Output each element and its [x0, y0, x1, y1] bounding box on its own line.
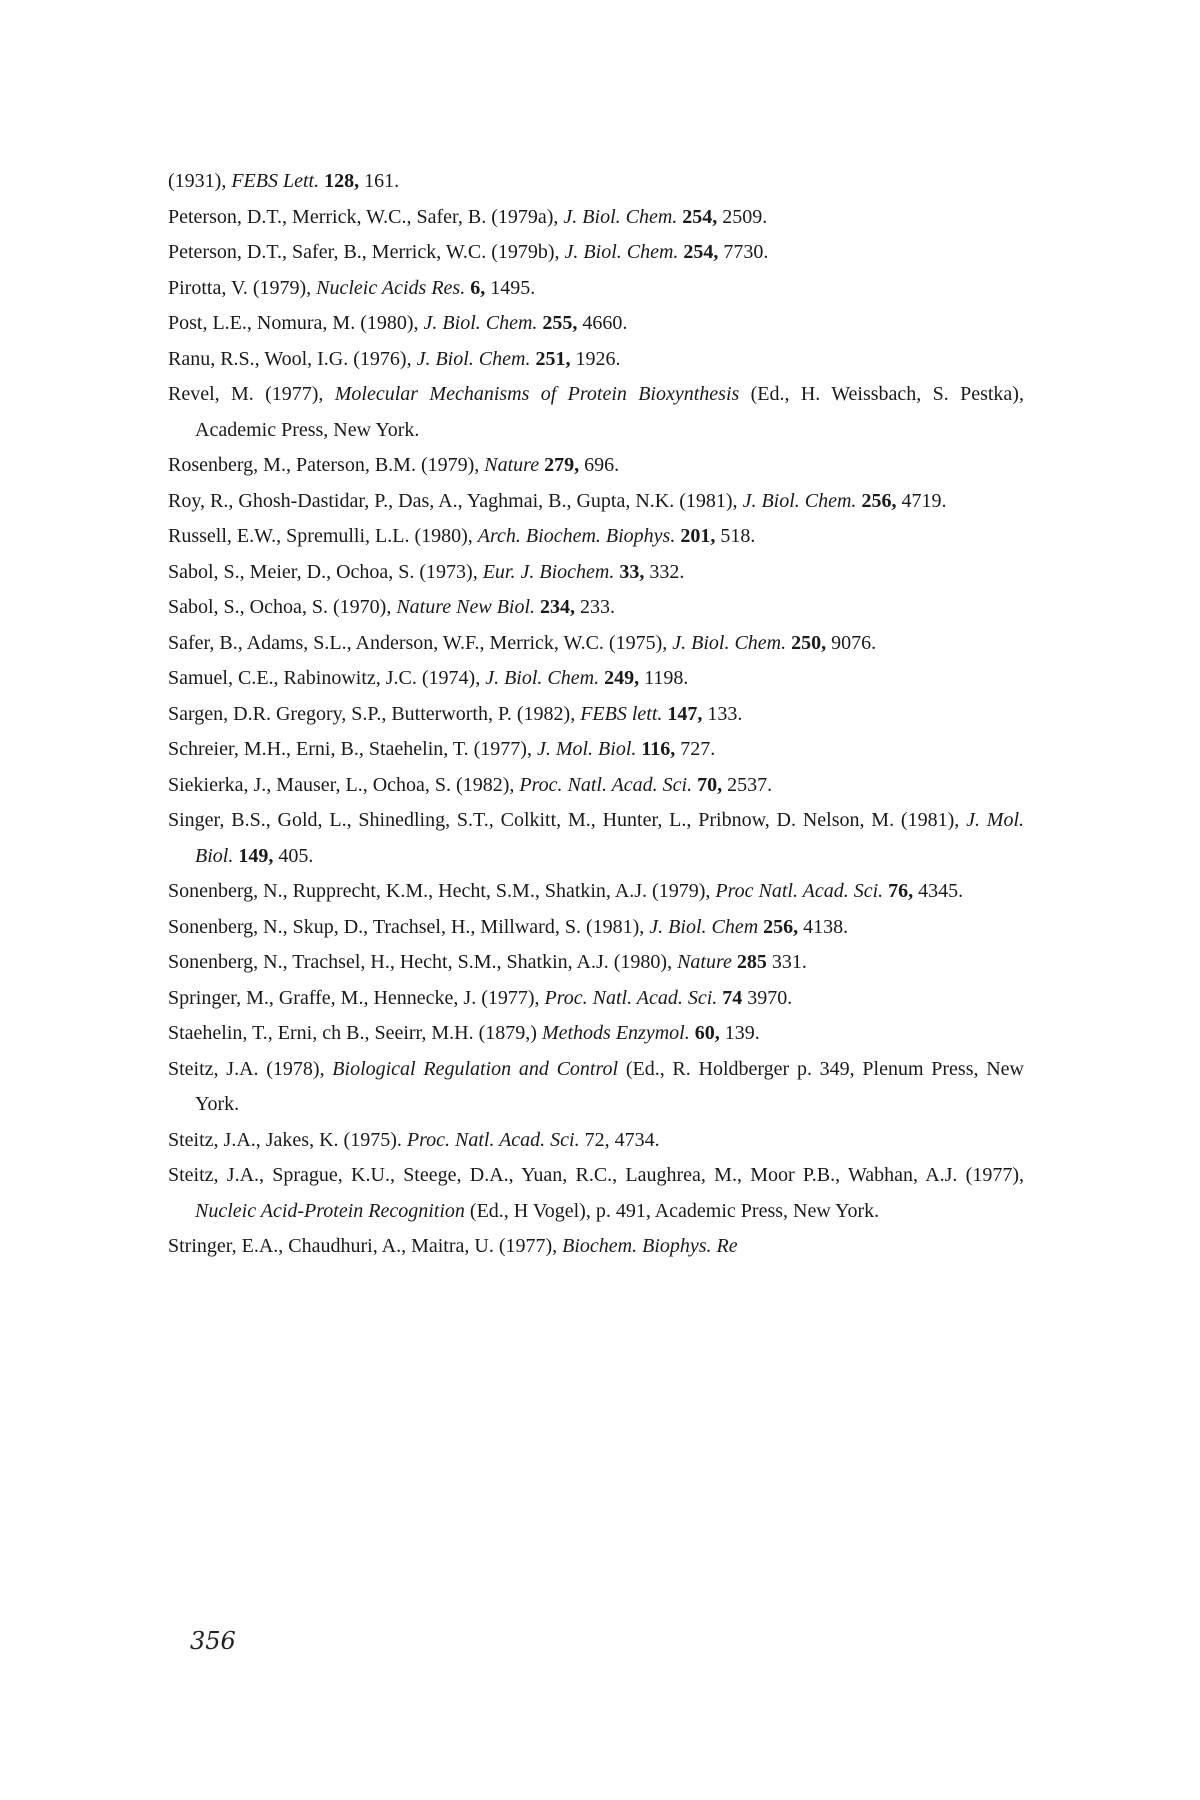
reference-title: Molecular Mechanisms of Protein Bioxynthesis — [334, 383, 740, 405]
reference-authors: Sonenberg, N., Rupprecht, K.M., Hecht, S.M., Shatkin, A.J. (1979), — [168, 880, 716, 902]
reference-volume: 149, — [233, 844, 274, 867]
reference-authors: Peterson, D.T., Merrick, W.C., Safer, B. (1979a), — [168, 205, 564, 228]
reference-journal: J. Biol. Chem. — [416, 347, 531, 370]
reference-volume: 76, — [883, 880, 914, 902]
page-number: 356 — [190, 1627, 236, 1655]
reference-pages: 332. — [644, 560, 685, 583]
reference-publisher: (Ed., R. Holdberger p. 349, Plenum Press, New York. — [195, 1057, 1024, 1115]
reference-item — [168, 306, 1024, 342]
reference-journal: Proc. Natl. Acad. Sci. — [406, 1128, 580, 1151]
reference-item — [168, 519, 1024, 555]
reference-item — [168, 1123, 1024, 1159]
reference-authors: Roy, R., Ghosh-Dastidar, P., Das, A., Yaghmai, B., Gupta, N.K. (1981), — [168, 489, 743, 512]
reference-volume: 256, — [856, 489, 897, 512]
reference-journal: FEBS lett. — [580, 702, 663, 725]
reference-pages: 1198. — [639, 667, 689, 689]
reference-pages: 1926. — [570, 347, 621, 370]
reference-item — [168, 590, 1024, 626]
reference-journal: Methods Enzymol. — [541, 1022, 690, 1044]
reference-item — [168, 874, 1024, 910]
reference-pages: 161. — [359, 170, 400, 192]
reference-item — [168, 910, 1024, 946]
reference-pages: 7730. — [718, 241, 769, 263]
reference-item — [168, 803, 1024, 874]
reference-item — [168, 768, 1024, 804]
reference-volume: 201, — [675, 525, 716, 547]
reference-authors: (1931), — [168, 170, 232, 192]
reference-pages: 405. — [273, 844, 314, 867]
reference-authors: Ranu, R.S., Wool, I.G. (1976), — [168, 347, 417, 370]
reference-journal: J. Mol. Biol. — [195, 809, 1025, 867]
reference-journal: J. Biol. Chem. — [564, 241, 679, 263]
reference-pages: 331. — [766, 951, 807, 973]
reference-journal: J. Mol. Biol. — [536, 738, 637, 760]
reference-authors: Steitz, J.A., Sprague, K.U., Steege, D.A., Yuan, R.C., Laughrea, M., Moor P.B., Wabhan, A.J. (1977), — [168, 1164, 1024, 1186]
reference-pages: 72, 4734. — [579, 1128, 660, 1151]
reference-pages: 696. — [579, 454, 620, 476]
reference-volume: 255, — [537, 312, 578, 334]
reference-title: Biological Regulation and Control — [332, 1057, 619, 1080]
reference-pages: 518. — [715, 525, 756, 547]
reference-item — [168, 626, 1024, 662]
reference-item — [168, 981, 1024, 1017]
reference-authors: Steitz, J.A. (1978), — [168, 1057, 333, 1080]
reference-item — [168, 377, 1024, 448]
reference-pages: 139. — [719, 1022, 760, 1044]
reference-journal: J. Biol. Chem. — [423, 312, 538, 334]
reference-journal: Proc Natl. Acad. Sci. — [715, 880, 884, 902]
reference-publisher: (Ed., H Vogel), p. 491, Academic Press, New York. — [464, 1199, 880, 1222]
reference-authors: Sargen, D.R. Gregory, S.P., Butterworth, P. (1982), — [168, 702, 581, 725]
reference-journal: Proc. Natl. Acad. Sci. — [519, 773, 693, 796]
reference-authors: Sonenberg, N., Skup, D., Trachsel, H., Millward, S. (1981), — [168, 915, 650, 938]
reference-pages: 133. — [702, 702, 743, 725]
reference-volume: 70, — [692, 773, 723, 796]
reference-journal: Nature — [677, 951, 732, 973]
reference-item — [168, 1158, 1024, 1229]
reference-journal: Arch. Biochem. Biophys. — [477, 525, 676, 547]
reference-volume: 74 — [717, 986, 743, 1009]
reference-volume: 147, — [662, 702, 703, 725]
reference-item — [168, 1052, 1024, 1123]
reference-item — [168, 271, 1024, 307]
reference-item — [168, 200, 1024, 236]
reference-volume: 234, — [535, 596, 576, 618]
reference-authors: Peterson, D.T., Safer, B., Merrick, W.C. (1979b), — [168, 241, 565, 263]
reference-pages: 4345. — [913, 880, 964, 902]
reference-authors: Rosenberg, M., Paterson, B.M. (1979), — [168, 454, 485, 476]
reference-authors: Russell, E.W., Spremulli, L.L. (1980), — [168, 525, 478, 547]
reference-authors: Stringer, E.A., Chaudhuri, A., Maitra, U. (1977), — [168, 1235, 563, 1257]
reference-authors: Staehelin, T., Erni, ch B., Seeirr, M.H. (1879,) — [168, 1022, 542, 1044]
reference-title: Nucleic Acid-Protein Recognition — [195, 1199, 465, 1222]
reference-item — [168, 945, 1024, 981]
reference-pages: 4719. — [896, 489, 947, 512]
reference-pages: 9076. — [826, 631, 877, 654]
reference-item — [168, 1016, 1024, 1052]
reference-journal: Proc. Natl. Acad. Sci. — [544, 986, 718, 1009]
reference-volume: 60, — [689, 1022, 720, 1044]
reference-item — [168, 1229, 1024, 1265]
reference-authors: Sonenberg, N., Trachsel, H., Hecht, S.M., Shatkin, A.J. (1980), — [168, 951, 678, 973]
reference-pages: 233. — [575, 596, 616, 618]
reference-authors: Safer, B., Adams, S.L., Anderson, W.F., Merrick, W.C. (1975), — [168, 631, 673, 654]
reference-item — [168, 235, 1024, 271]
reference-pages: 727. — [675, 738, 716, 760]
reference-volume: 254, — [677, 205, 718, 228]
reference-journal: J. Biol. Chem. — [672, 631, 787, 654]
reference-item — [168, 484, 1024, 520]
reference-volume: 285 — [731, 951, 767, 973]
reference-authors: Revel, M. (1977), — [168, 383, 335, 405]
reference-volume: 254, — [678, 241, 719, 263]
reference-authors: Sabol, S., Ochoa, S. (1970), — [168, 596, 397, 618]
reference-authors: Post, L.E., Nomura, M. (1980), — [168, 312, 424, 334]
reference-volume: 250, — [786, 631, 827, 654]
reference-journal: J. Biol. Chem. — [563, 205, 678, 228]
reference-authors: Springer, M., Graffe, M., Hennecke, J. (1977), — [168, 986, 545, 1009]
reference-journal: Nucleic Acids Res. — [316, 276, 466, 299]
reference-journal: Nature New Biol. — [396, 596, 536, 618]
reference-volume: 116, — [636, 738, 676, 760]
reference-item — [168, 697, 1024, 733]
reference-journal: J. Biol. Chem — [649, 915, 759, 938]
reference-journal: Nature — [484, 454, 540, 476]
reference-pages: 2537. — [722, 773, 773, 796]
reference-volume: 251, — [530, 347, 571, 370]
reference-authors: Samuel, C.E., Rabinowitz, J.C. (1974), — [168, 667, 486, 689]
reference-item — [168, 555, 1024, 591]
reference-pages: 1495. — [485, 276, 536, 299]
reference-journal: Eur. J. Biochem. — [482, 560, 615, 583]
reference-authors: Sabol, S., Meier, D., Ochoa, S. (1973), — [168, 560, 483, 583]
reference-list — [168, 164, 1024, 1265]
reference-volume: 279, — [539, 454, 580, 476]
reference-authors: Pirotta, V. (1979), — [168, 276, 317, 299]
reference-item — [168, 448, 1024, 484]
reference-journal: J. Biol. Chem. — [485, 667, 600, 689]
reference-authors: Schreier, M.H., Erni, B., Staehelin, T. (1977), — [168, 738, 537, 760]
reference-volume: 256, — [758, 915, 799, 938]
reference-pages: 4660. — [577, 312, 628, 334]
reference-journal: J. Biol. Chem. — [742, 489, 857, 512]
reference-item — [168, 342, 1024, 378]
reference-item — [168, 164, 1024, 200]
reference-volume: 128, — [319, 170, 360, 192]
reference-item — [168, 661, 1024, 697]
reference-authors: Steitz, J.A., Jakes, K. (1975). — [168, 1128, 407, 1151]
reference-authors: Siekierka, J., Mauser, L., Ochoa, S. (1982), — [168, 773, 520, 796]
reference-volume: 6, — [465, 276, 486, 299]
reference-journal: FEBS Lett. — [231, 170, 320, 192]
reference-journal: Biochem. Biophys. Re — [562, 1235, 738, 1257]
reference-authors: Singer, B.S., Gold, L., Shinedling, S.T., Colkitt, M., Hunter, L., Pribnow, D. Nelson, M. (1981), — [168, 809, 967, 831]
reference-volume: 33, — [614, 560, 645, 583]
reference-volume: 249, — [599, 667, 640, 689]
reference-pages: 4138. — [798, 915, 849, 938]
reference-publisher: (Ed., H. Weissbach, S. Pestka), Academic Press, New York. — [195, 383, 1024, 441]
reference-pages: 2509. — [717, 205, 768, 228]
reference-pages: 3970. — [742, 986, 793, 1009]
reference-item — [168, 732, 1024, 768]
